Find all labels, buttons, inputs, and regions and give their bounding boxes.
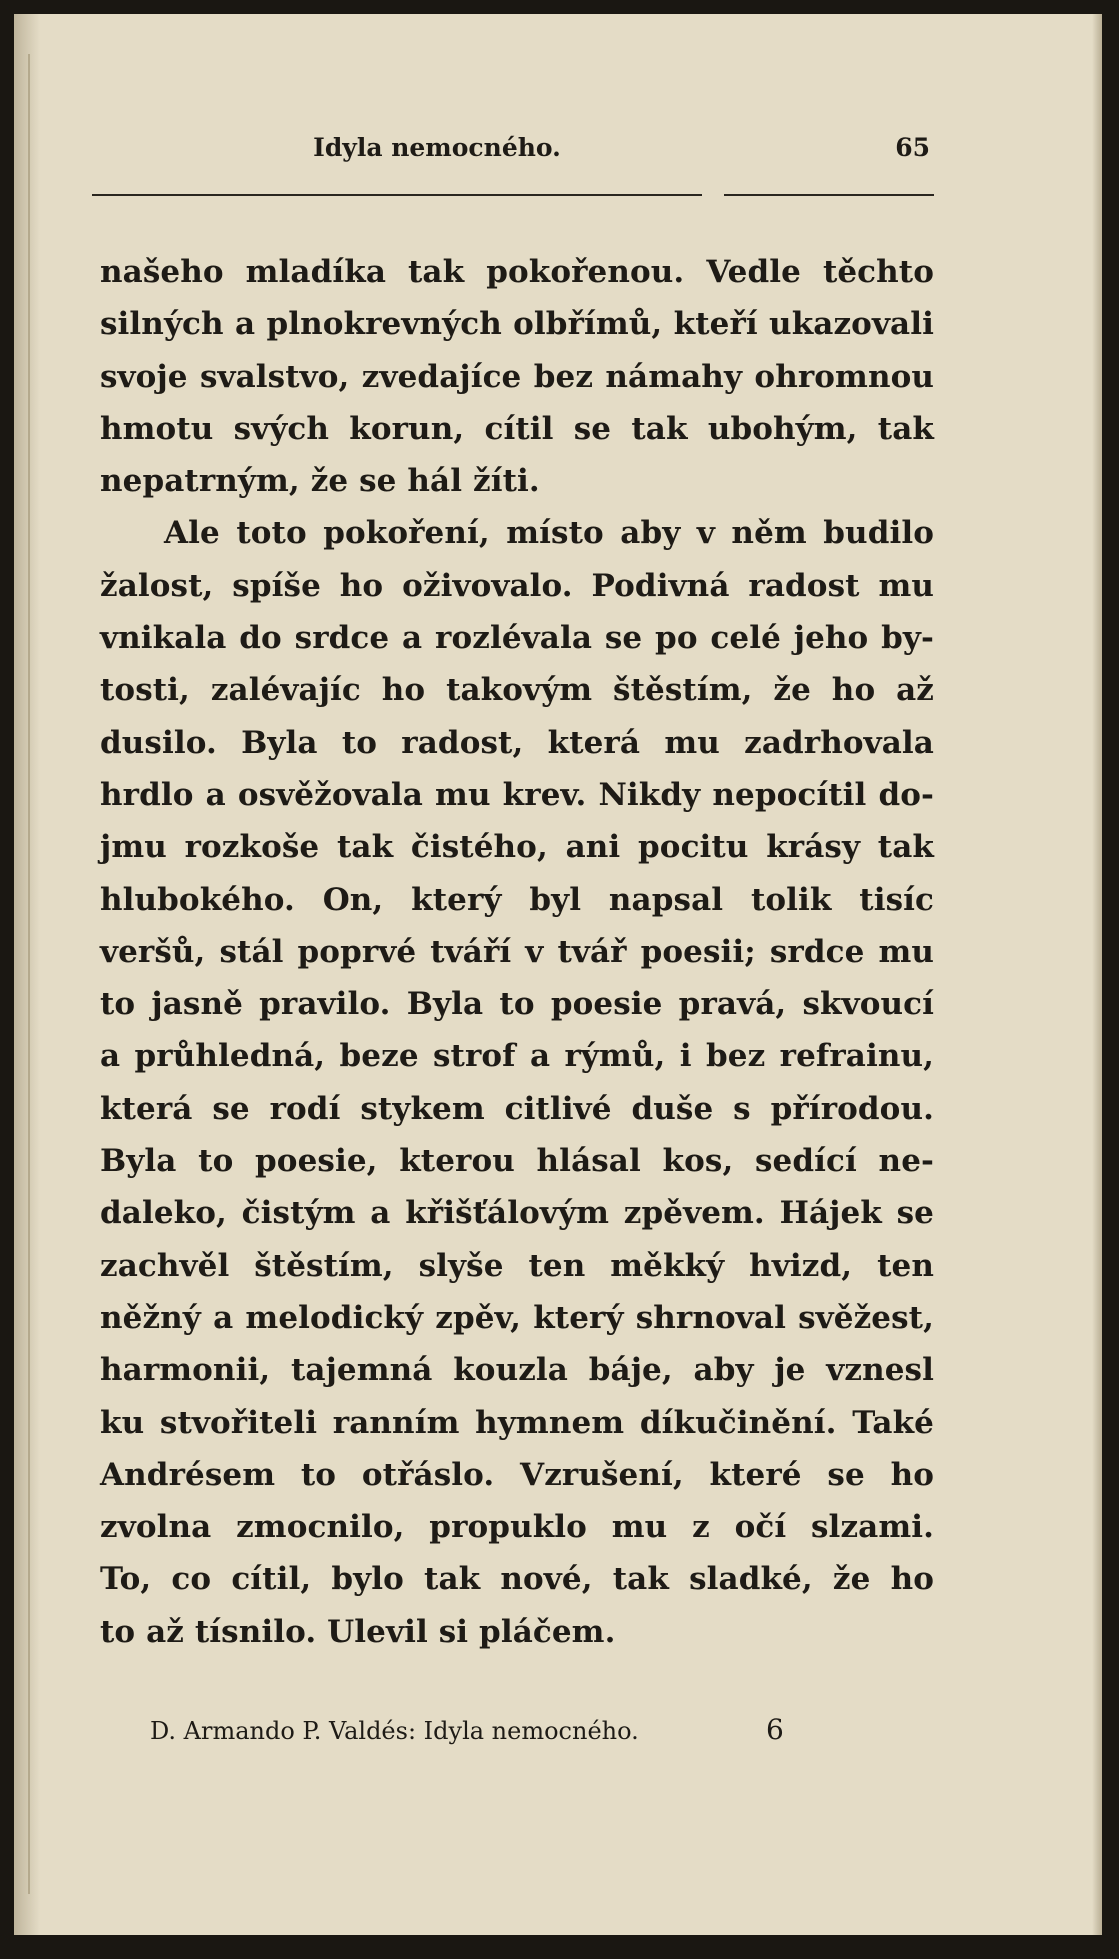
text-line: zachvěl štěstím, slyše ten měkký hvizd, ten	[100, 1247, 934, 1284]
text-line: dusilo. Byla to radost, která mu zadrhovala	[100, 724, 934, 761]
text-line: hrdlo a osvěžovala mu krev. Nikdy nepocítil do-	[100, 776, 934, 813]
book-page	[14, 14, 1102, 1935]
page-number: 65	[895, 133, 930, 162]
text-line: to až tísnilo. Ulevil si pláčem.	[100, 1613, 616, 1650]
footer-signature: D. Armando P. Valdés: Idyla nemocného.	[150, 1717, 639, 1745]
text-line: jmu rozkoše tak čistého, ani pocitu krásy tak	[100, 829, 934, 866]
text-line: To, co cítil, bylo tak nové, tak sladké, že ho	[100, 1561, 934, 1598]
header-rule-right	[724, 194, 934, 196]
text-line: žalost, spíše ho oživovalo. Podivná radost mu	[100, 567, 934, 604]
sheet-number: 6	[766, 1713, 784, 1746]
text-line: veršů, stál poprvé tváří v tvář poesii; srdce mu	[100, 933, 934, 970]
text-line: našeho mladíka tak pokořenou. Vedle těchto	[100, 254, 934, 290]
text-line: Andrésem to otřáslo. Vzrušení, které se ho	[100, 1456, 934, 1493]
text-line: a průhledná, beze strof a rýmů, i bez refrainu,	[100, 1038, 934, 1075]
text-line: Byla to poesie, kterou hlásal kos, sedící ne-	[100, 1143, 934, 1180]
header-rule	[92, 194, 702, 196]
text-line: ku stvořiteli ranním hymnem díkučinění. Také	[100, 1404, 934, 1441]
text-line: svoje svalstvo, zvedajíce bez námahy ohromnou	[100, 358, 934, 395]
text-line: která se rodí stykem citlivé duše s přírodou.	[100, 1090, 934, 1127]
text-line: něžný a melodický zpěv, který shrnoval svěžest,	[100, 1299, 934, 1336]
gutter-shadow	[28, 54, 30, 1894]
text-line: vnikala do srdce a rozlévala se po celé jeho by-	[100, 620, 934, 657]
text-line: silných a plnokrevných olbřímů, kteří ukazovali	[100, 306, 934, 343]
running-head	[92, 131, 934, 171]
text-line: tosti, zalévajíc ho takovým štěstím, že ho až	[100, 672, 934, 709]
paragraph-start-line: Ale toto pokoření, místo aby v něm budilo	[164, 515, 934, 552]
text-line: daleko, čistým a křišťálovým zpěvem. Hájek se	[100, 1195, 934, 1232]
running-title: Idyla nemocného.	[313, 133, 561, 162]
text-line: to jasně pravilo. Byla to poesie pravá, skvoucí	[100, 986, 934, 1023]
text-line: harmonii, tajemná kouzla báje, aby je vznesl	[100, 1352, 934, 1389]
text-line: hmotu svých korun, cítil se tak ubohým, tak	[100, 410, 934, 447]
text-line: zvolna zmocnilo, propuklo mu z očí slzami.	[100, 1509, 934, 1546]
body-text	[100, 246, 934, 1658]
text-line: hlubokého. On, který byl napsal tolik tisíc	[100, 881, 934, 918]
text-line: nepatrným, že se hál žíti.	[100, 463, 540, 500]
